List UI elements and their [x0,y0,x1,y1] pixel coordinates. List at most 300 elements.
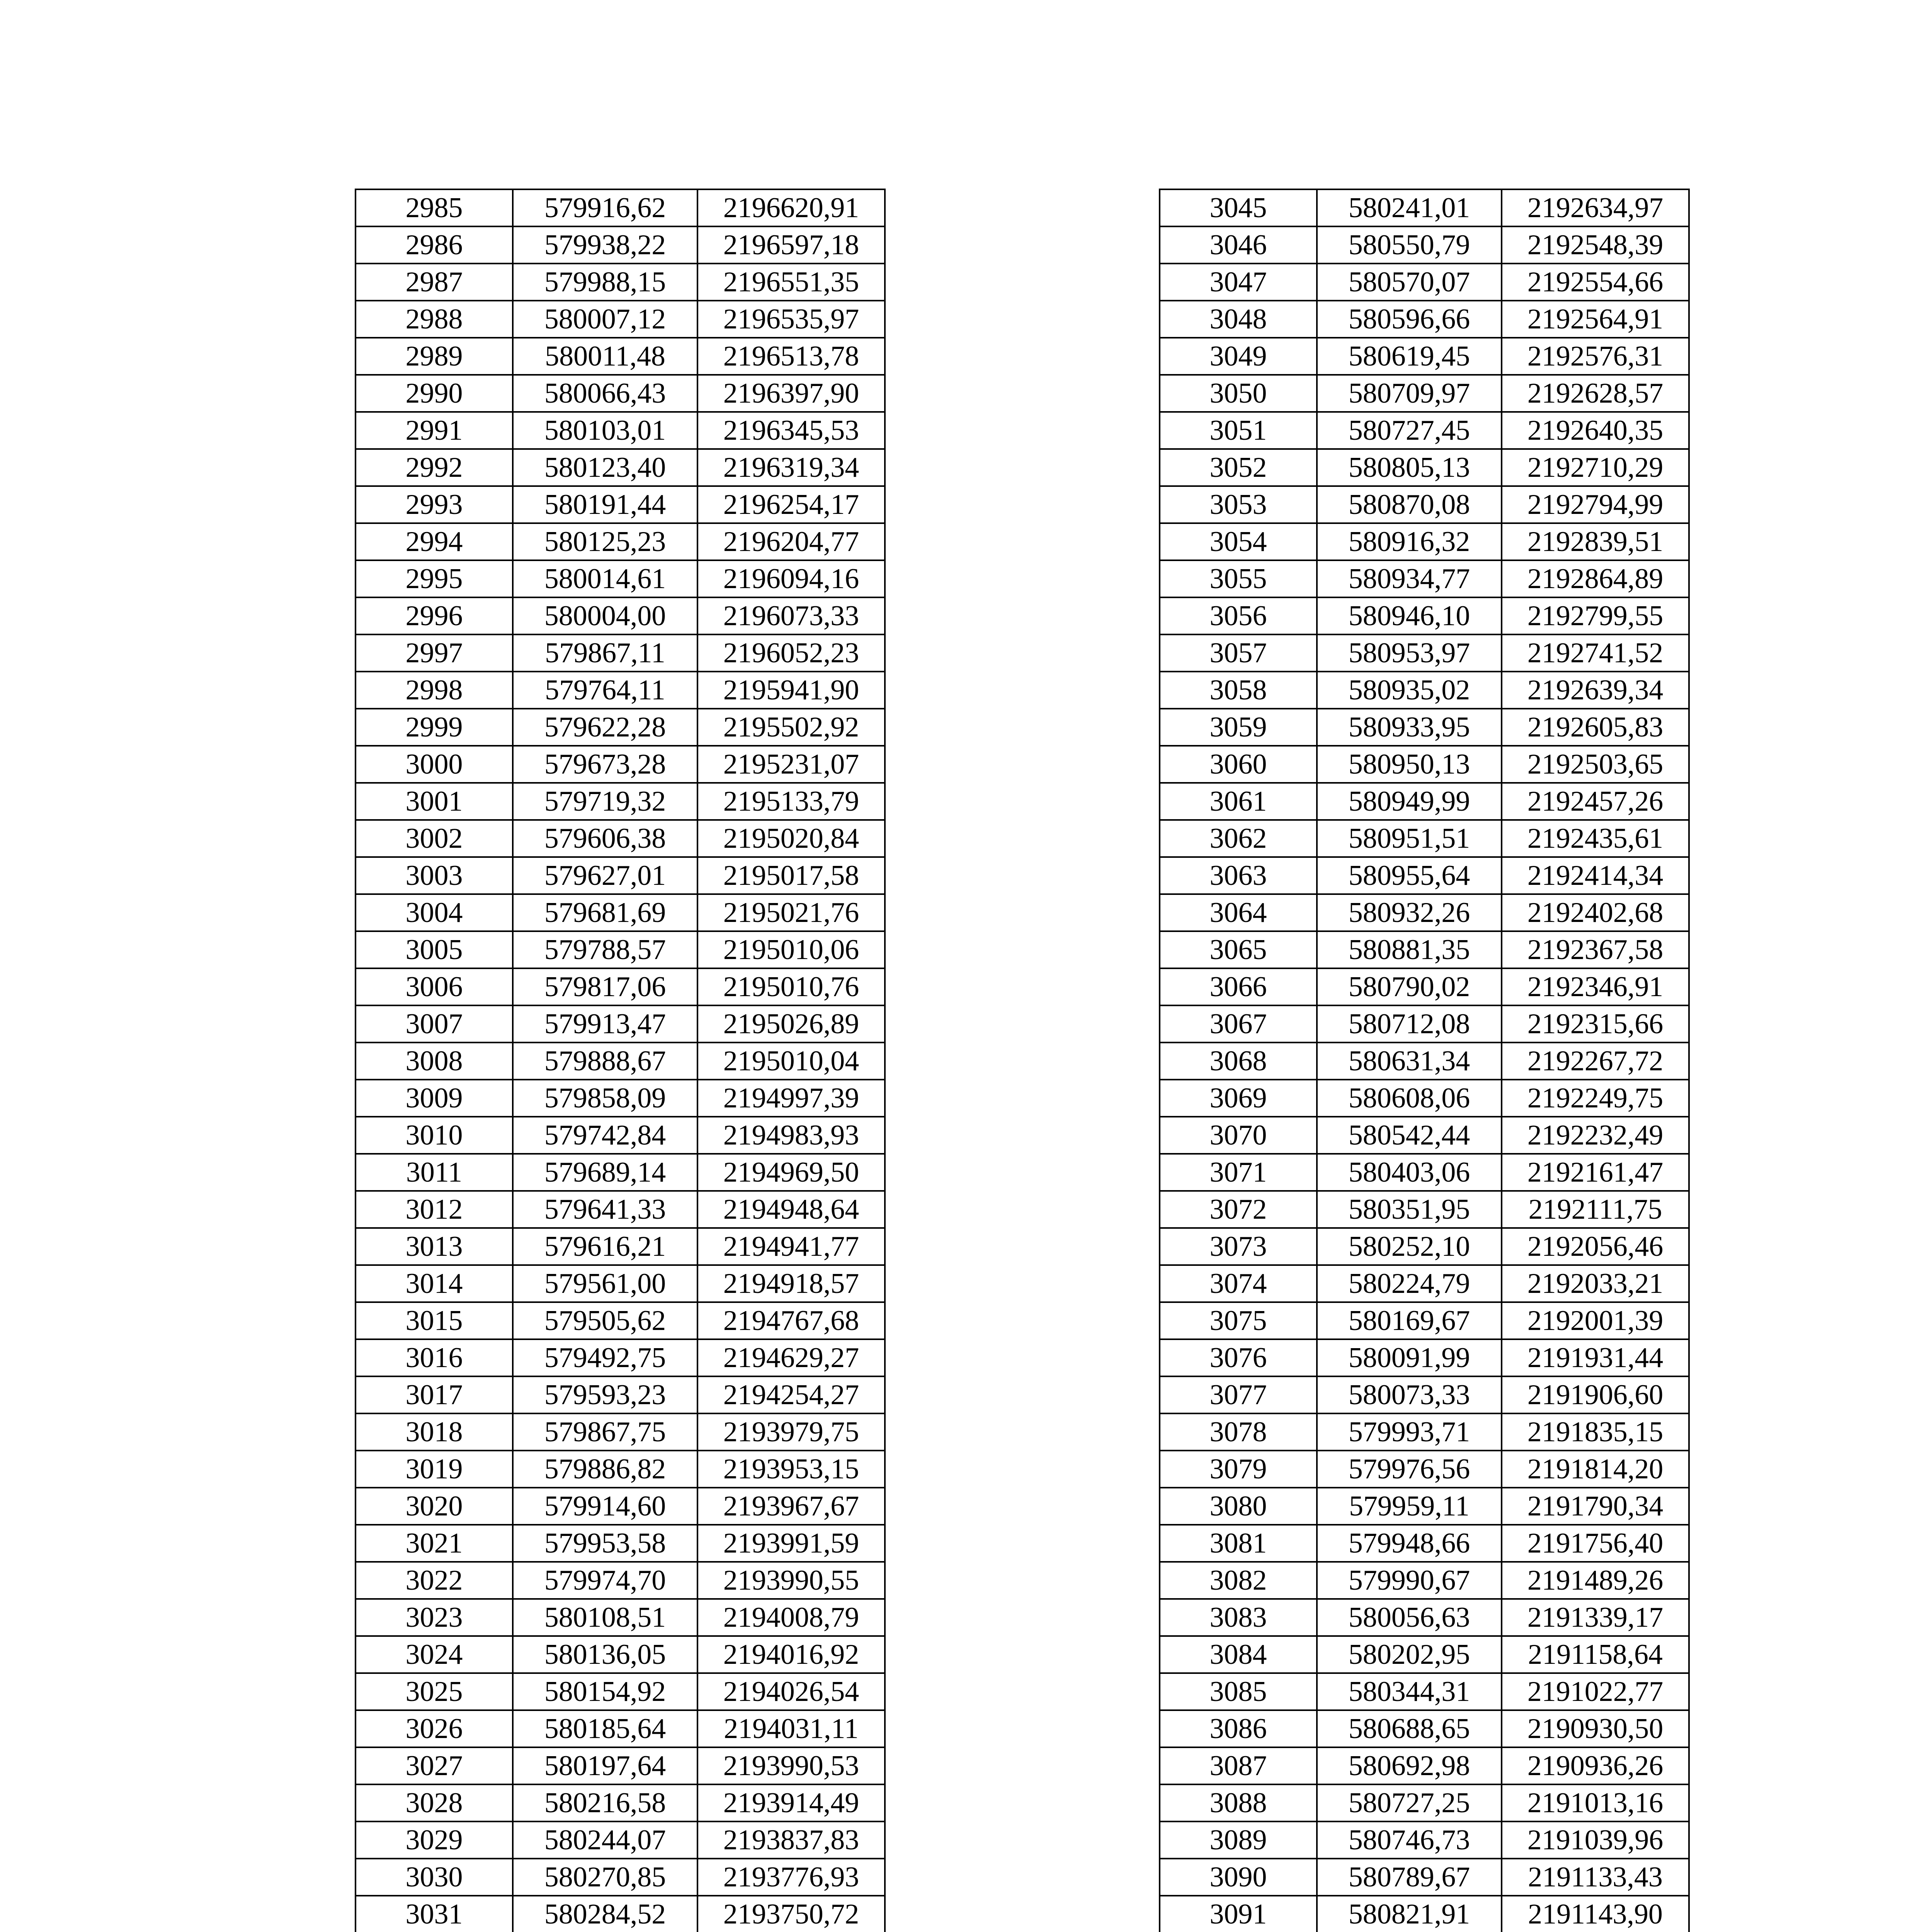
x-coordinate-cell: 579681,69 [513,894,697,931]
point-number-cell: 3069 [1160,1080,1317,1117]
table-row [356,894,885,931]
y-coordinate-cell: 2190936,26 [1502,1747,1689,1784]
table-row [1160,1710,1689,1747]
point-number-cell: 3051 [1160,412,1317,449]
point-number-cell: 3005 [356,931,513,968]
table-row [1160,1896,1689,1932]
y-coordinate-cell: 2191814,20 [1502,1451,1689,1488]
table-row [356,1784,885,1821]
y-coordinate-cell: 2191022,77 [1502,1673,1689,1710]
x-coordinate-cell: 580692,98 [1317,1747,1502,1784]
y-coordinate-cell: 2192639,34 [1502,672,1689,709]
x-coordinate-cell: 580123,40 [513,449,697,486]
point-number-cell: 2998 [356,672,513,709]
point-number-cell: 3080 [1160,1488,1317,1525]
point-number-cell: 3052 [1160,449,1317,486]
x-coordinate-cell: 580608,06 [1317,1080,1502,1117]
point-number-cell: 3015 [356,1302,513,1339]
point-number-cell: 2989 [356,338,513,375]
point-number-cell: 3089 [1160,1821,1317,1859]
x-coordinate-cell: 580821,91 [1317,1896,1502,1932]
y-coordinate-cell: 2192111,75 [1502,1191,1689,1228]
point-number-cell: 3064 [1160,894,1317,931]
point-number-cell: 2990 [356,375,513,412]
table-row [1160,1599,1689,1636]
point-number-cell: 3068 [1160,1043,1317,1080]
x-coordinate-cell: 580011,48 [513,338,697,375]
table-row [1160,783,1689,820]
x-coordinate-cell: 580185,64 [513,1710,697,1747]
table-row [356,523,885,560]
table-row [356,264,885,301]
table-row [1160,226,1689,264]
point-number-cell: 3084 [1160,1636,1317,1673]
table-row [1160,746,1689,783]
y-coordinate-cell: 2193991,59 [697,1525,885,1562]
y-coordinate-cell: 2192056,46 [1502,1228,1689,1265]
y-coordinate-cell: 2194016,92 [697,1636,885,1673]
point-number-cell: 3090 [1160,1859,1317,1896]
y-coordinate-cell: 2193953,15 [697,1451,885,1488]
y-coordinate-cell: 2192033,21 [1502,1265,1689,1302]
point-number-cell: 3082 [1160,1562,1317,1599]
y-coordinate-cell: 2191133,43 [1502,1859,1689,1896]
table-row [1160,1043,1689,1080]
table-row [1160,1005,1689,1043]
table-row [1160,1747,1689,1784]
x-coordinate-cell: 579719,32 [513,783,697,820]
point-number-cell: 3025 [356,1673,513,1710]
table-row [1160,486,1689,523]
point-number-cell: 3054 [1160,523,1317,560]
table-row [1160,1302,1689,1339]
point-number-cell: 3081 [1160,1525,1317,1562]
x-coordinate-cell: 579867,75 [513,1413,697,1451]
point-number-cell: 3079 [1160,1451,1317,1488]
y-coordinate-cell: 2195502,92 [697,709,885,746]
x-coordinate-cell: 580790,02 [1317,968,1502,1005]
table-row [1160,1376,1689,1413]
x-coordinate-cell: 579913,47 [513,1005,697,1043]
point-number-cell: 3058 [1160,672,1317,709]
point-number-cell: 3002 [356,820,513,857]
y-coordinate-cell: 2192839,51 [1502,523,1689,560]
x-coordinate-cell: 580014,61 [513,560,697,597]
x-coordinate-cell: 580789,67 [1317,1859,1502,1896]
point-number-cell: 2999 [356,709,513,746]
table-row [356,1747,885,1784]
y-coordinate-cell: 2192634,97 [1502,189,1689,226]
table-row [356,1525,885,1562]
x-coordinate-cell: 579817,06 [513,968,697,1005]
y-coordinate-cell: 2192794,99 [1502,486,1689,523]
table-row [356,1562,885,1599]
table-row [356,1339,885,1376]
x-coordinate-cell: 579689,14 [513,1154,697,1191]
x-coordinate-cell: 580727,45 [1317,412,1502,449]
point-number-cell: 3072 [1160,1191,1317,1228]
point-number-cell: 3067 [1160,1005,1317,1043]
table-row [1160,857,1689,894]
y-coordinate-cell: 2196597,18 [697,226,885,264]
y-coordinate-cell: 2191756,40 [1502,1525,1689,1562]
y-coordinate-cell: 2192346,91 [1502,968,1689,1005]
table-row [1160,1525,1689,1562]
y-coordinate-cell: 2195010,04 [697,1043,885,1080]
point-number-cell: 3001 [356,783,513,820]
table-row [1160,1265,1689,1302]
x-coordinate-cell: 580344,31 [1317,1673,1502,1710]
x-coordinate-cell: 579505,62 [513,1302,697,1339]
y-coordinate-cell: 2192267,72 [1502,1043,1689,1080]
table-row [1160,1821,1689,1859]
x-coordinate-cell: 579627,01 [513,857,697,894]
y-coordinate-cell: 2194026,54 [697,1673,885,1710]
y-coordinate-cell: 2194983,93 [697,1117,885,1154]
table-row [356,338,885,375]
y-coordinate-cell: 2195021,76 [697,894,885,931]
x-coordinate-cell: 580805,13 [1317,449,1502,486]
table-row [356,1821,885,1859]
x-coordinate-cell: 579953,58 [513,1525,697,1562]
x-coordinate-cell: 579990,67 [1317,1562,1502,1599]
point-number-cell: 3070 [1160,1117,1317,1154]
table-row [356,375,885,412]
y-coordinate-cell: 2192554,66 [1502,264,1689,301]
table-row [356,672,885,709]
point-number-cell: 3056 [1160,597,1317,634]
y-coordinate-cell: 2194767,68 [697,1302,885,1339]
point-number-cell: 3060 [1160,746,1317,783]
point-number-cell: 3009 [356,1080,513,1117]
x-coordinate-cell: 580103,01 [513,412,697,449]
x-coordinate-cell: 580688,65 [1317,1710,1502,1747]
point-number-cell: 2991 [356,412,513,449]
point-number-cell: 3017 [356,1376,513,1413]
x-coordinate-cell: 580727,25 [1317,1784,1502,1821]
y-coordinate-cell: 2194254,27 [697,1376,885,1413]
y-coordinate-cell: 2192741,52 [1502,634,1689,672]
y-coordinate-cell: 2194941,77 [697,1228,885,1265]
y-coordinate-cell: 2194629,27 [697,1339,885,1376]
y-coordinate-cell: 2196513,78 [697,338,885,375]
point-number-cell: 3087 [1160,1747,1317,1784]
point-number-cell: 3030 [356,1859,513,1896]
table-row [1160,597,1689,634]
table-row [356,1599,885,1636]
table-row [1160,1413,1689,1451]
point-number-cell: 3008 [356,1043,513,1080]
table-row [1160,1339,1689,1376]
point-number-cell: 3091 [1160,1896,1317,1932]
table-row [1160,1080,1689,1117]
point-number-cell: 2997 [356,634,513,672]
y-coordinate-cell: 2191013,16 [1502,1784,1689,1821]
point-number-cell: 2993 [356,486,513,523]
x-coordinate-cell: 580881,35 [1317,931,1502,968]
table-row [1160,968,1689,1005]
y-coordinate-cell: 2195026,89 [697,1005,885,1043]
table-row [1160,412,1689,449]
point-number-cell: 3029 [356,1821,513,1859]
y-coordinate-cell: 2193990,55 [697,1562,885,1599]
x-coordinate-cell: 580004,00 [513,597,697,634]
table-row [1160,189,1689,226]
x-coordinate-cell: 579974,70 [513,1562,697,1599]
point-number-cell: 3048 [1160,301,1317,338]
x-coordinate-cell: 579788,57 [513,931,697,968]
point-number-cell: 3078 [1160,1413,1317,1451]
table-row [1160,338,1689,375]
point-number-cell: 3028 [356,1784,513,1821]
coordinates-table-right-body [1160,189,1689,1932]
x-coordinate-cell: 580542,44 [1317,1117,1502,1154]
y-coordinate-cell: 2196345,53 [697,412,885,449]
x-coordinate-cell: 580351,95 [1317,1191,1502,1228]
point-number-cell: 3047 [1160,264,1317,301]
table-row [356,783,885,820]
table-row [1160,672,1689,709]
point-number-cell: 3053 [1160,486,1317,523]
y-coordinate-cell: 2192457,26 [1502,783,1689,820]
point-number-cell: 3076 [1160,1339,1317,1376]
y-coordinate-cell: 2193837,83 [697,1821,885,1859]
table-row [1160,301,1689,338]
table-row [356,857,885,894]
point-number-cell: 3004 [356,894,513,931]
table-row [1160,709,1689,746]
point-number-cell: 3085 [1160,1673,1317,1710]
y-coordinate-cell: 2193750,72 [697,1896,885,1932]
table-row [356,1376,885,1413]
y-coordinate-cell: 2195133,79 [697,783,885,820]
table-row [356,1710,885,1747]
table-row [1160,1562,1689,1599]
x-coordinate-cell: 579606,38 [513,820,697,857]
table-row [356,412,885,449]
point-number-cell: 3077 [1160,1376,1317,1413]
x-coordinate-cell: 580136,05 [513,1636,697,1673]
point-number-cell: 3062 [1160,820,1317,857]
y-coordinate-cell: 2195010,76 [697,968,885,1005]
y-coordinate-cell: 2192503,65 [1502,746,1689,783]
point-number-cell: 3031 [356,1896,513,1932]
table-row [356,1636,885,1673]
y-coordinate-cell: 2192564,91 [1502,301,1689,338]
y-coordinate-cell: 2193776,93 [697,1859,885,1896]
y-coordinate-cell: 2191039,96 [1502,1821,1689,1859]
x-coordinate-cell: 580951,51 [1317,820,1502,857]
x-coordinate-cell: 580073,33 [1317,1376,1502,1413]
point-number-cell: 3007 [356,1005,513,1043]
point-number-cell: 3006 [356,968,513,1005]
y-coordinate-cell: 2192232,49 [1502,1117,1689,1154]
x-coordinate-cell: 579914,60 [513,1488,697,1525]
x-coordinate-cell: 580709,97 [1317,375,1502,412]
y-coordinate-cell: 2195941,90 [697,672,885,709]
point-number-cell: 2992 [356,449,513,486]
x-coordinate-cell: 580596,66 [1317,301,1502,338]
x-coordinate-cell: 579616,21 [513,1228,697,1265]
y-coordinate-cell: 2192864,89 [1502,560,1689,597]
point-number-cell: 3023 [356,1599,513,1636]
y-coordinate-cell: 2192249,75 [1502,1080,1689,1117]
y-coordinate-cell: 2193967,67 [697,1488,885,1525]
point-number-cell: 3073 [1160,1228,1317,1265]
table-row [356,709,885,746]
x-coordinate-cell: 579858,09 [513,1080,697,1117]
point-number-cell: 2988 [356,301,513,338]
y-coordinate-cell: 2196254,17 [697,486,885,523]
table-row [356,746,885,783]
point-number-cell: 3059 [1160,709,1317,746]
table-row [356,1673,885,1710]
table-row [1160,634,1689,672]
table-row [356,1896,885,1932]
x-coordinate-cell: 579641,33 [513,1191,697,1228]
x-coordinate-cell: 580932,26 [1317,894,1502,931]
y-coordinate-cell: 2194918,57 [697,1265,885,1302]
table-row [1160,931,1689,968]
y-coordinate-cell: 2193979,75 [697,1413,885,1451]
point-number-cell: 2994 [356,523,513,560]
table-row [1160,1451,1689,1488]
y-coordinate-cell: 2195020,84 [697,820,885,857]
table-row [356,486,885,523]
point-number-cell: 2986 [356,226,513,264]
y-coordinate-cell: 2192605,83 [1502,709,1689,746]
x-coordinate-cell: 580241,01 [1317,189,1502,226]
table-row [356,931,885,968]
table-row [356,1451,885,1488]
table-row [356,1080,885,1117]
y-coordinate-cell: 2192315,66 [1502,1005,1689,1043]
x-coordinate-cell: 580056,63 [1317,1599,1502,1636]
y-coordinate-cell: 2192001,39 [1502,1302,1689,1339]
y-coordinate-cell: 2192548,39 [1502,226,1689,264]
x-coordinate-cell: 579993,71 [1317,1413,1502,1451]
table-row [356,1005,885,1043]
table-row [356,1302,885,1339]
x-coordinate-cell: 580197,64 [513,1747,697,1784]
x-coordinate-cell: 580216,58 [513,1784,697,1821]
point-number-cell: 3071 [1160,1154,1317,1191]
point-number-cell: 3018 [356,1413,513,1451]
point-number-cell: 3050 [1160,375,1317,412]
point-number-cell: 3088 [1160,1784,1317,1821]
point-number-cell: 3086 [1160,1710,1317,1747]
table-row [356,449,885,486]
table-row [356,1265,885,1302]
y-coordinate-cell: 2191931,44 [1502,1339,1689,1376]
x-coordinate-cell: 580550,79 [1317,226,1502,264]
table-row [1160,1636,1689,1673]
y-coordinate-cell: 2192367,58 [1502,931,1689,968]
y-coordinate-cell: 2195010,06 [697,931,885,968]
x-coordinate-cell: 580934,77 [1317,560,1502,597]
x-coordinate-cell: 579988,15 [513,264,697,301]
x-coordinate-cell: 580935,02 [1317,672,1502,709]
x-coordinate-cell: 580712,08 [1317,1005,1502,1043]
table-row [356,597,885,634]
x-coordinate-cell: 580224,79 [1317,1265,1502,1302]
table-row [356,1859,885,1896]
table-row [1160,560,1689,597]
table-row [356,1117,885,1154]
y-coordinate-cell: 2192576,31 [1502,338,1689,375]
x-coordinate-cell: 580870,08 [1317,486,1502,523]
x-coordinate-cell: 580066,43 [513,375,697,412]
y-coordinate-cell: 2192161,47 [1502,1154,1689,1191]
y-coordinate-cell: 2195017,58 [697,857,885,894]
table-row [1160,1228,1689,1265]
point-number-cell: 3021 [356,1525,513,1562]
x-coordinate-cell: 580570,07 [1317,264,1502,301]
point-number-cell: 3013 [356,1228,513,1265]
x-coordinate-cell: 580916,32 [1317,523,1502,560]
y-coordinate-cell: 2193990,53 [697,1747,885,1784]
table-row [1160,1154,1689,1191]
x-coordinate-cell: 579764,11 [513,672,697,709]
y-coordinate-cell: 2190930,50 [1502,1710,1689,1747]
point-number-cell: 3003 [356,857,513,894]
point-number-cell: 3014 [356,1265,513,1302]
x-coordinate-cell: 579561,00 [513,1265,697,1302]
x-coordinate-cell: 580631,34 [1317,1043,1502,1080]
table-row [356,189,885,226]
table-row [1160,1488,1689,1525]
table-row [1160,449,1689,486]
y-coordinate-cell: 2192710,29 [1502,449,1689,486]
y-coordinate-cell: 2195231,07 [697,746,885,783]
y-coordinate-cell: 2191489,26 [1502,1562,1689,1599]
y-coordinate-cell: 2194969,50 [697,1154,885,1191]
point-number-cell: 3045 [1160,189,1317,226]
x-coordinate-cell: 580154,92 [513,1673,697,1710]
table-row [356,301,885,338]
x-coordinate-cell: 579622,28 [513,709,697,746]
table-row [1160,264,1689,301]
point-number-cell: 3083 [1160,1599,1317,1636]
point-number-cell: 3011 [356,1154,513,1191]
x-coordinate-cell: 579673,28 [513,746,697,783]
point-number-cell: 3074 [1160,1265,1317,1302]
coordinates-table-left [355,189,886,1932]
table-row [356,1488,885,1525]
x-coordinate-cell: 579916,62 [513,189,697,226]
x-coordinate-cell: 580955,64 [1317,857,1502,894]
x-coordinate-cell: 579886,82 [513,1451,697,1488]
table-row [356,1154,885,1191]
point-number-cell: 2985 [356,189,513,226]
x-coordinate-cell: 580953,97 [1317,634,1502,672]
y-coordinate-cell: 2192414,34 [1502,857,1689,894]
point-number-cell: 2996 [356,597,513,634]
x-coordinate-cell: 579948,66 [1317,1525,1502,1562]
x-coordinate-cell: 580125,23 [513,523,697,560]
point-number-cell: 3061 [1160,783,1317,820]
x-coordinate-cell: 580284,52 [513,1896,697,1932]
y-coordinate-cell: 2191143,90 [1502,1896,1689,1932]
table-row [356,1413,885,1451]
table-row [356,560,885,597]
y-coordinate-cell: 2192799,55 [1502,597,1689,634]
table-row [356,1043,885,1080]
table-row [1160,1673,1689,1710]
x-coordinate-cell: 580270,85 [513,1859,697,1896]
x-coordinate-cell: 580091,99 [1317,1339,1502,1376]
y-coordinate-cell: 2196620,91 [697,189,885,226]
